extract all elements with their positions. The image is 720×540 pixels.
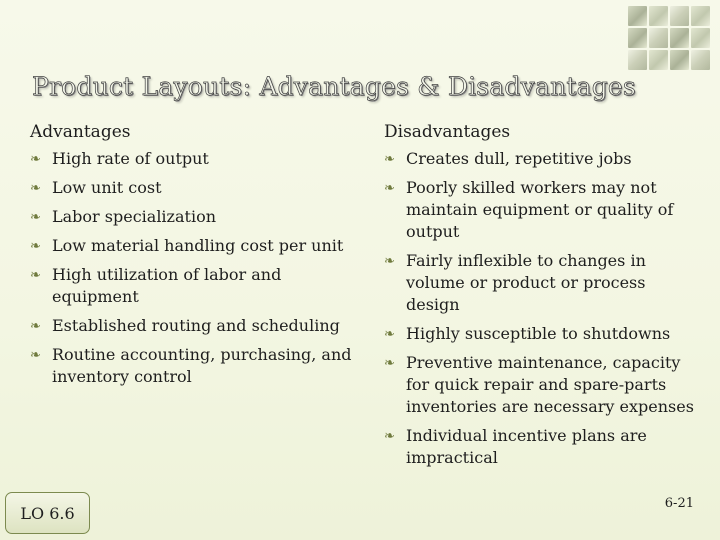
- wing-bullet-icon: ❧: [384, 356, 395, 371]
- wing-bullet-icon: ❧: [30, 181, 41, 196]
- wing-bullet-icon: ❧: [384, 429, 395, 444]
- list-item: ❧ High rate of output: [30, 148, 365, 170]
- disadvantages-heading: Disadvantages: [384, 122, 511, 142]
- list-item: ❧ Low unit cost: [30, 177, 365, 199]
- wing-bullet-icon: ❧: [384, 181, 395, 196]
- photo-collage: [628, 6, 710, 70]
- page-number: 6-21: [664, 496, 694, 511]
- list-item: ❧ High utilization of labor and equipment: [30, 265, 282, 306]
- list-item: ❧ Established routing and scheduling: [30, 315, 365, 337]
- wing-bullet-icon: ❧: [30, 239, 41, 254]
- list-item: ❧ Low material handling cost per unit: [30, 235, 365, 257]
- wing-bullet-icon: ❧: [30, 319, 41, 334]
- disadvantages-list: [384, 148, 704, 469]
- advantages-column: [30, 122, 365, 395]
- wing-bullet-icon: ❧: [30, 348, 41, 363]
- list-item: ❧ Fairly inflexible to changes in volume or product or process design: [384, 251, 646, 314]
- list-item: ❧ Routine accounting, purchasing, and inventory control: [30, 345, 352, 386]
- wing-bullet-icon: ❧: [384, 254, 395, 269]
- list-item: ❧ Highly susceptible to shutdowns: [384, 323, 704, 345]
- wing-bullet-icon: ❧: [384, 152, 395, 167]
- advantages-heading: Advantages: [30, 122, 131, 142]
- wing-bullet-icon: ❧: [30, 210, 41, 225]
- disadvantages-column: [384, 122, 704, 476]
- list-item: ❧ Individual incentive plans are impractical: [384, 426, 647, 467]
- wing-bullet-icon: ❧: [30, 268, 41, 283]
- advantages-list: [30, 148, 365, 388]
- list-item: ❧ Preventive maintenance, capacity for quick repair and spare-parts inventories are necessary expenses: [384, 353, 694, 416]
- slide-title: Product Layouts: Advantages & Disadvantages: [32, 72, 636, 101]
- list-item: ❧ Poorly skilled workers may not maintain equipment or quality of output: [384, 178, 674, 241]
- learning-objective-badge: LO 6.6: [5, 492, 90, 534]
- wing-bullet-icon: ❧: [30, 152, 41, 167]
- list-item: ❧ Labor specialization: [30, 206, 365, 228]
- wing-bullet-icon: ❧: [384, 327, 395, 342]
- list-item: ❧ Creates dull, repetitive jobs: [384, 148, 704, 170]
